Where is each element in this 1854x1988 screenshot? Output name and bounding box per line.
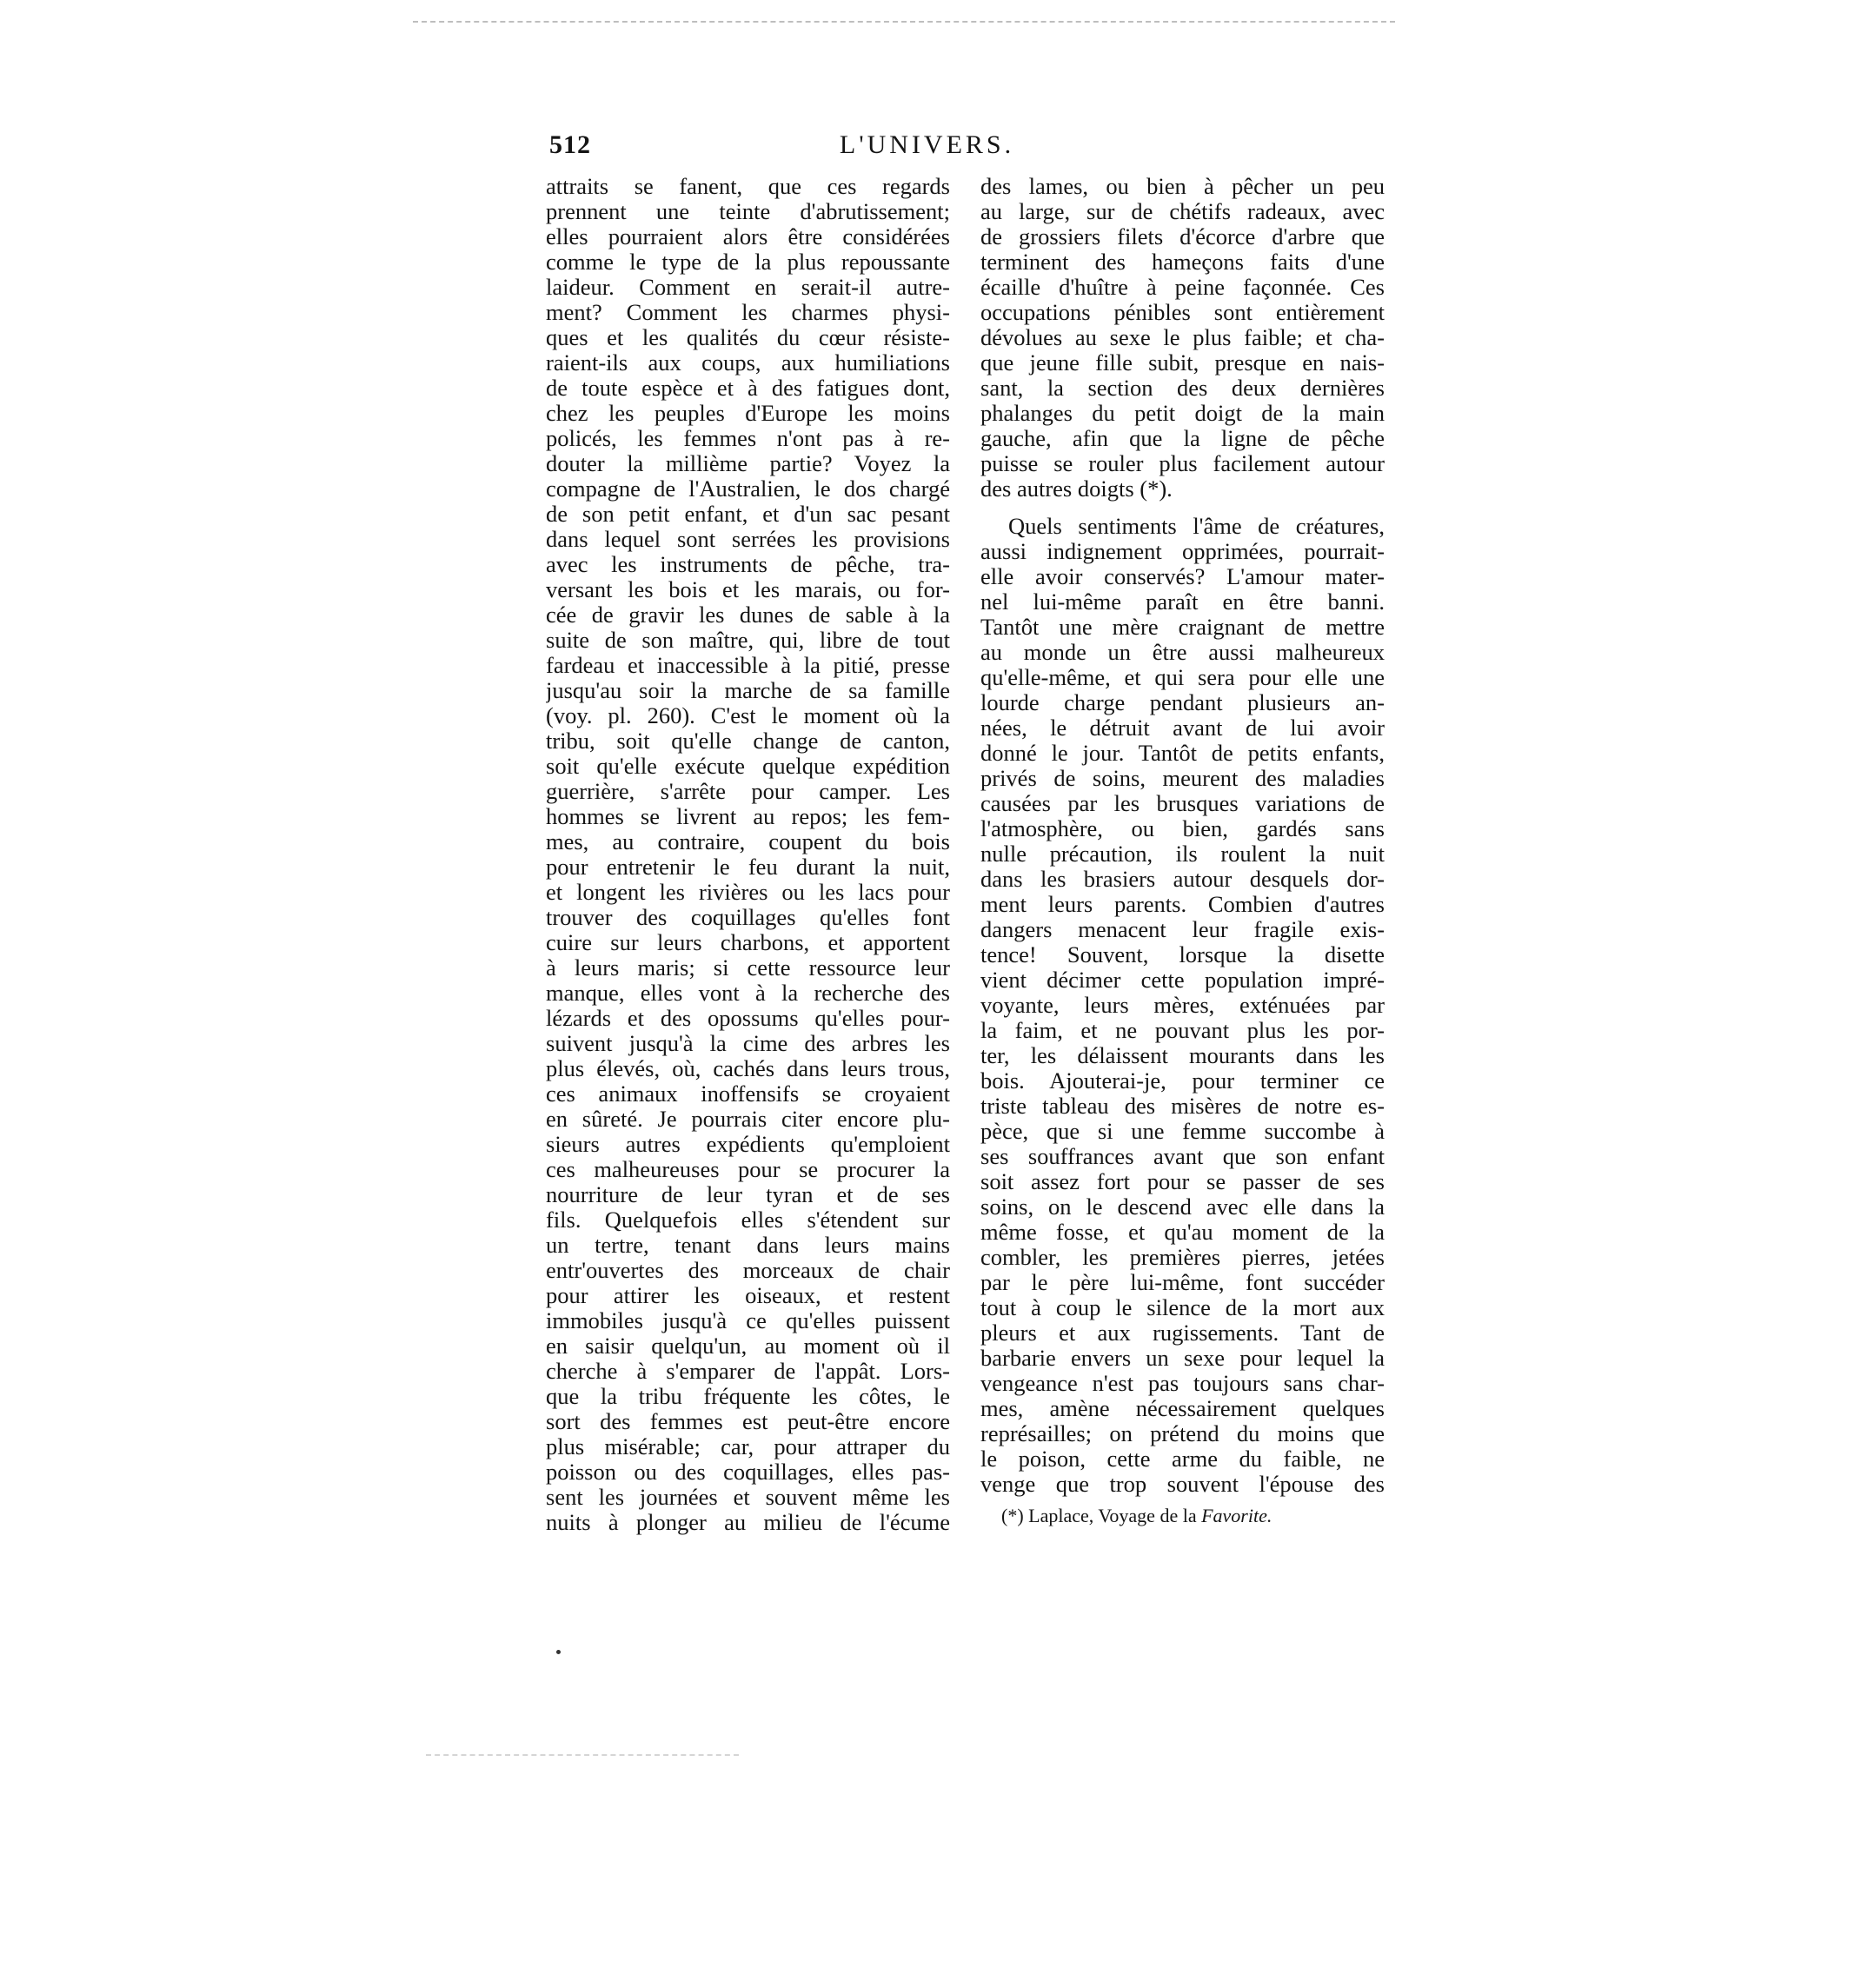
text-line: représailles; on prétend du moins que xyxy=(980,1421,1385,1446)
text-line: mes, au contraire, coupent du bois xyxy=(546,829,950,854)
text-line: tence! Souvent, lorsque la disette xyxy=(980,942,1385,967)
text-line: elle avoir conservés? L'amour mater- xyxy=(980,564,1385,589)
text-line: l'atmosphère, ou bien, gardés sans xyxy=(980,816,1385,841)
text-line: (voy. pl. 260). C'est le moment où la xyxy=(546,703,950,728)
text-line: douter la millième partie? Voyez la xyxy=(546,451,950,476)
paragraph-gap xyxy=(980,502,1385,514)
text-line: sent les journées et souvent même les xyxy=(546,1485,950,1510)
text-line: cuire sur leurs charbons, et apportent xyxy=(546,930,950,955)
running-head: L'UNIVERS. xyxy=(839,130,1015,159)
text-line: nourriture de leur tyran et de ses xyxy=(546,1182,950,1207)
text-line: mes, amène nécessairement quelques xyxy=(980,1396,1385,1421)
text-line: écaille d'huître à peine façonnée. Ces xyxy=(980,275,1385,300)
text-line: avec les instruments de pêche, tra- xyxy=(546,552,950,577)
text-line: ment leurs parents. Combien d'autres xyxy=(980,892,1385,917)
text-line: fils. Quelquefois elles s'étendent sur xyxy=(546,1207,950,1233)
text-line: un tertre, tenant dans leurs mains xyxy=(546,1233,950,1258)
text-line: voyante, leurs mères, exténuées par xyxy=(980,993,1385,1018)
text-line: donné le jour. Tantôt de petits enfants, xyxy=(980,741,1385,766)
text-line: combler, les premières pierres, jetées xyxy=(980,1245,1385,1270)
text-line: qu'elle-même, et qui sera pour elle une xyxy=(980,665,1385,690)
text-line: ces animaux inoffensifs se croyaient xyxy=(546,1081,950,1107)
text-line: dans lequel sont serrées les provisions xyxy=(546,527,950,552)
text-line: nulle précaution, ils roulent la nuit xyxy=(980,841,1385,867)
text-line: que la tribu fréquente les côtes, le xyxy=(546,1384,950,1409)
text-line: pour attirer les oiseaux, et restent xyxy=(546,1283,950,1308)
text-line: pour entretenir le feu durant la nuit, xyxy=(546,854,950,880)
text-line: au monde un être aussi malheureux xyxy=(980,640,1385,665)
text-line: phalanges du petit doigt de la main xyxy=(980,401,1385,426)
text-line: au large, sur de chétifs radeaux, avec xyxy=(980,199,1385,224)
text-line: sort des femmes est peut-être encore xyxy=(546,1409,950,1434)
text-line: cherche à s'emparer de l'appât. Lors- xyxy=(546,1359,950,1384)
footnote-text: (*) Laplace, Voyage de la xyxy=(1001,1505,1202,1526)
text-line: plus misérable; car, pour attraper du xyxy=(546,1434,950,1459)
scan-edge-bottom xyxy=(426,1754,739,1756)
text-line: puisse se rouler plus facilement autour xyxy=(980,451,1385,476)
text-line: suite de son maître, qui, libre de tout xyxy=(546,628,950,653)
scan-edge-top xyxy=(413,21,1395,23)
text-line: suivent jusqu'à la cime des arbres les xyxy=(546,1031,950,1056)
text-line: nuits à plonger au milieu de l'écume xyxy=(546,1510,950,1535)
text-line: Quels sentiments l'âme de créatures, xyxy=(1008,514,1385,539)
text-line: tribu, soit qu'elle change de canton, xyxy=(546,728,950,754)
text-line: entr'ouvertes des morceaux de chair xyxy=(546,1258,950,1283)
text-line: gauche, afin que la ligne de pêche xyxy=(980,426,1385,451)
text-line: prennent une teinte d'abrutissement; xyxy=(546,199,950,224)
text-line: plus élevés, où, cachés dans leurs trous, xyxy=(546,1056,950,1081)
text-line: même fosse, et qu'au moment de la xyxy=(980,1220,1385,1245)
text-line: terminent des hameçons faits d'une xyxy=(980,249,1385,275)
text-line: nées, le détruit avant de lui avoir xyxy=(980,715,1385,741)
text-line: venge que trop souvent l'épouse des xyxy=(980,1472,1385,1497)
text-line: pleurs et aux rugissements. Tant de xyxy=(980,1320,1385,1346)
text-line: occupations pénibles sont entièrement xyxy=(980,300,1385,325)
text-line: le poison, cette arme du faible, ne xyxy=(980,1446,1385,1472)
text-line: vengeance n'est pas toujours sans char- xyxy=(980,1371,1385,1396)
text-line: des lames, ou bien à pêcher un peu xyxy=(980,174,1385,199)
text-line: lézards et des opossums qu'elles pour- xyxy=(546,1006,950,1031)
text-line: soit qu'elle exécute quelque expédition xyxy=(546,754,950,779)
text-line: compagne de l'Australien, le dos chargé xyxy=(546,476,950,502)
text-line: triste tableau des misères de notre es- xyxy=(980,1094,1385,1119)
text-line: sieurs autres expédients qu'emploient xyxy=(546,1132,950,1157)
text-line: et longent les rivières ou les lacs pour xyxy=(546,880,950,905)
footnote-ship-name: Favorite. xyxy=(1201,1505,1273,1526)
text-line: fardeau et inaccessible à la pitié, presse xyxy=(546,653,950,678)
text-line: de toute espèce et à des fatigues dont, xyxy=(546,376,950,401)
text-line: elles pourraient alors être considérées xyxy=(546,224,950,249)
text-line: barbarie envers un sexe pour lequel la xyxy=(980,1346,1385,1371)
text-line: laideur. Comment en serait-il autre- xyxy=(546,275,950,300)
text-line: causées par les brusques variations de xyxy=(980,791,1385,816)
text-line: attraits se fanent, que ces regards xyxy=(546,174,950,199)
text-line: ment? Comment les charmes physi- xyxy=(546,300,950,325)
text-line: la faim, et ne pouvant plus les por- xyxy=(980,1018,1385,1043)
page-number: 512 xyxy=(549,130,591,159)
text-line: nel lui-même paraît en être banni. xyxy=(980,589,1385,615)
text-line: poisson ou des coquillages, elles pas- xyxy=(546,1459,950,1485)
text-line: manque, elles vont à la recherche des xyxy=(546,981,950,1006)
text-line: de son petit enfant, et d'un sac pesant xyxy=(546,502,950,527)
text-line: bois. Ajouterai-je, pour terminer ce xyxy=(980,1068,1385,1094)
text-line: tout à coup le silence de la mort aux xyxy=(980,1295,1385,1320)
text-line: des autres doigts (*). xyxy=(980,476,1173,502)
text-line: dangers menacent leur fragile exis- xyxy=(980,917,1385,942)
text-line: que jeune fille subit, presque en nais- xyxy=(980,350,1385,376)
text-line: pèce, que si une femme succombe à xyxy=(980,1119,1385,1144)
text-line: soit assez fort pour se passer de ses xyxy=(980,1169,1385,1194)
text-line: privés de soins, meurent des maladies xyxy=(980,766,1385,791)
text-line: par le père lui-même, font succéder xyxy=(980,1270,1385,1295)
text-line: hommes se livrent au repos; les fem- xyxy=(546,804,950,829)
text-line: soins, on le descend avec elle dans la xyxy=(980,1194,1385,1220)
text-line: Tantôt une mère craignant de mettre xyxy=(980,615,1385,640)
text-line: immobiles jusqu'à ce qu'elles puissent xyxy=(546,1308,950,1333)
text-line: policés, les femmes n'ont pas à re- xyxy=(546,426,950,451)
text-line: dévolues au sexe le plus faible; et cha- xyxy=(980,325,1385,350)
text-line: cée de gravir les dunes de sable à la xyxy=(546,602,950,628)
text-line: ces malheureuses pour se procurer la xyxy=(546,1157,950,1182)
text-line: guerrière, s'arrête pour camper. Les xyxy=(546,779,950,804)
text-line: comme le type de la plus repoussante xyxy=(546,249,950,275)
text-line: ter, les délaissent mourants dans les xyxy=(980,1043,1385,1068)
text-line: en sûreté. Je pourrais citer encore plu- xyxy=(546,1107,950,1132)
text-line: vient décimer cette population impré- xyxy=(980,967,1385,993)
text-line: de grossiers filets d'écorce d'arbre que xyxy=(980,224,1385,249)
text-line: ses souffrances avant que son enfant xyxy=(980,1144,1385,1169)
text-line: en saisir quelqu'un, au moment où il xyxy=(546,1333,950,1359)
text-line: ques et les qualités du cœur résiste- xyxy=(546,325,950,350)
left-column xyxy=(546,174,950,1535)
text-line: sant, la section des deux dernières xyxy=(980,376,1385,401)
text-line: chez les peuples d'Europe les moins xyxy=(546,401,950,426)
text-line: trouver des coquillages qu'elles font xyxy=(546,905,950,930)
text-line: lourde charge pendant plusieurs an- xyxy=(980,690,1385,715)
scan-speck xyxy=(556,1650,561,1654)
text-line: raient-ils aux coups, aux humiliations xyxy=(546,350,950,376)
text-line: jusqu'au soir la marche de sa famille xyxy=(546,678,950,703)
footnote xyxy=(1001,1504,1272,1528)
text-line: à leurs maris; si cette ressource leur xyxy=(546,955,950,981)
right-column xyxy=(980,174,1385,1497)
text-line: dans les brasiers autour desquels dor- xyxy=(980,867,1385,892)
text-line: aussi indignement opprimées, pourrait- xyxy=(980,539,1385,564)
text-line: versant les bois et les marais, ou for- xyxy=(546,577,950,602)
